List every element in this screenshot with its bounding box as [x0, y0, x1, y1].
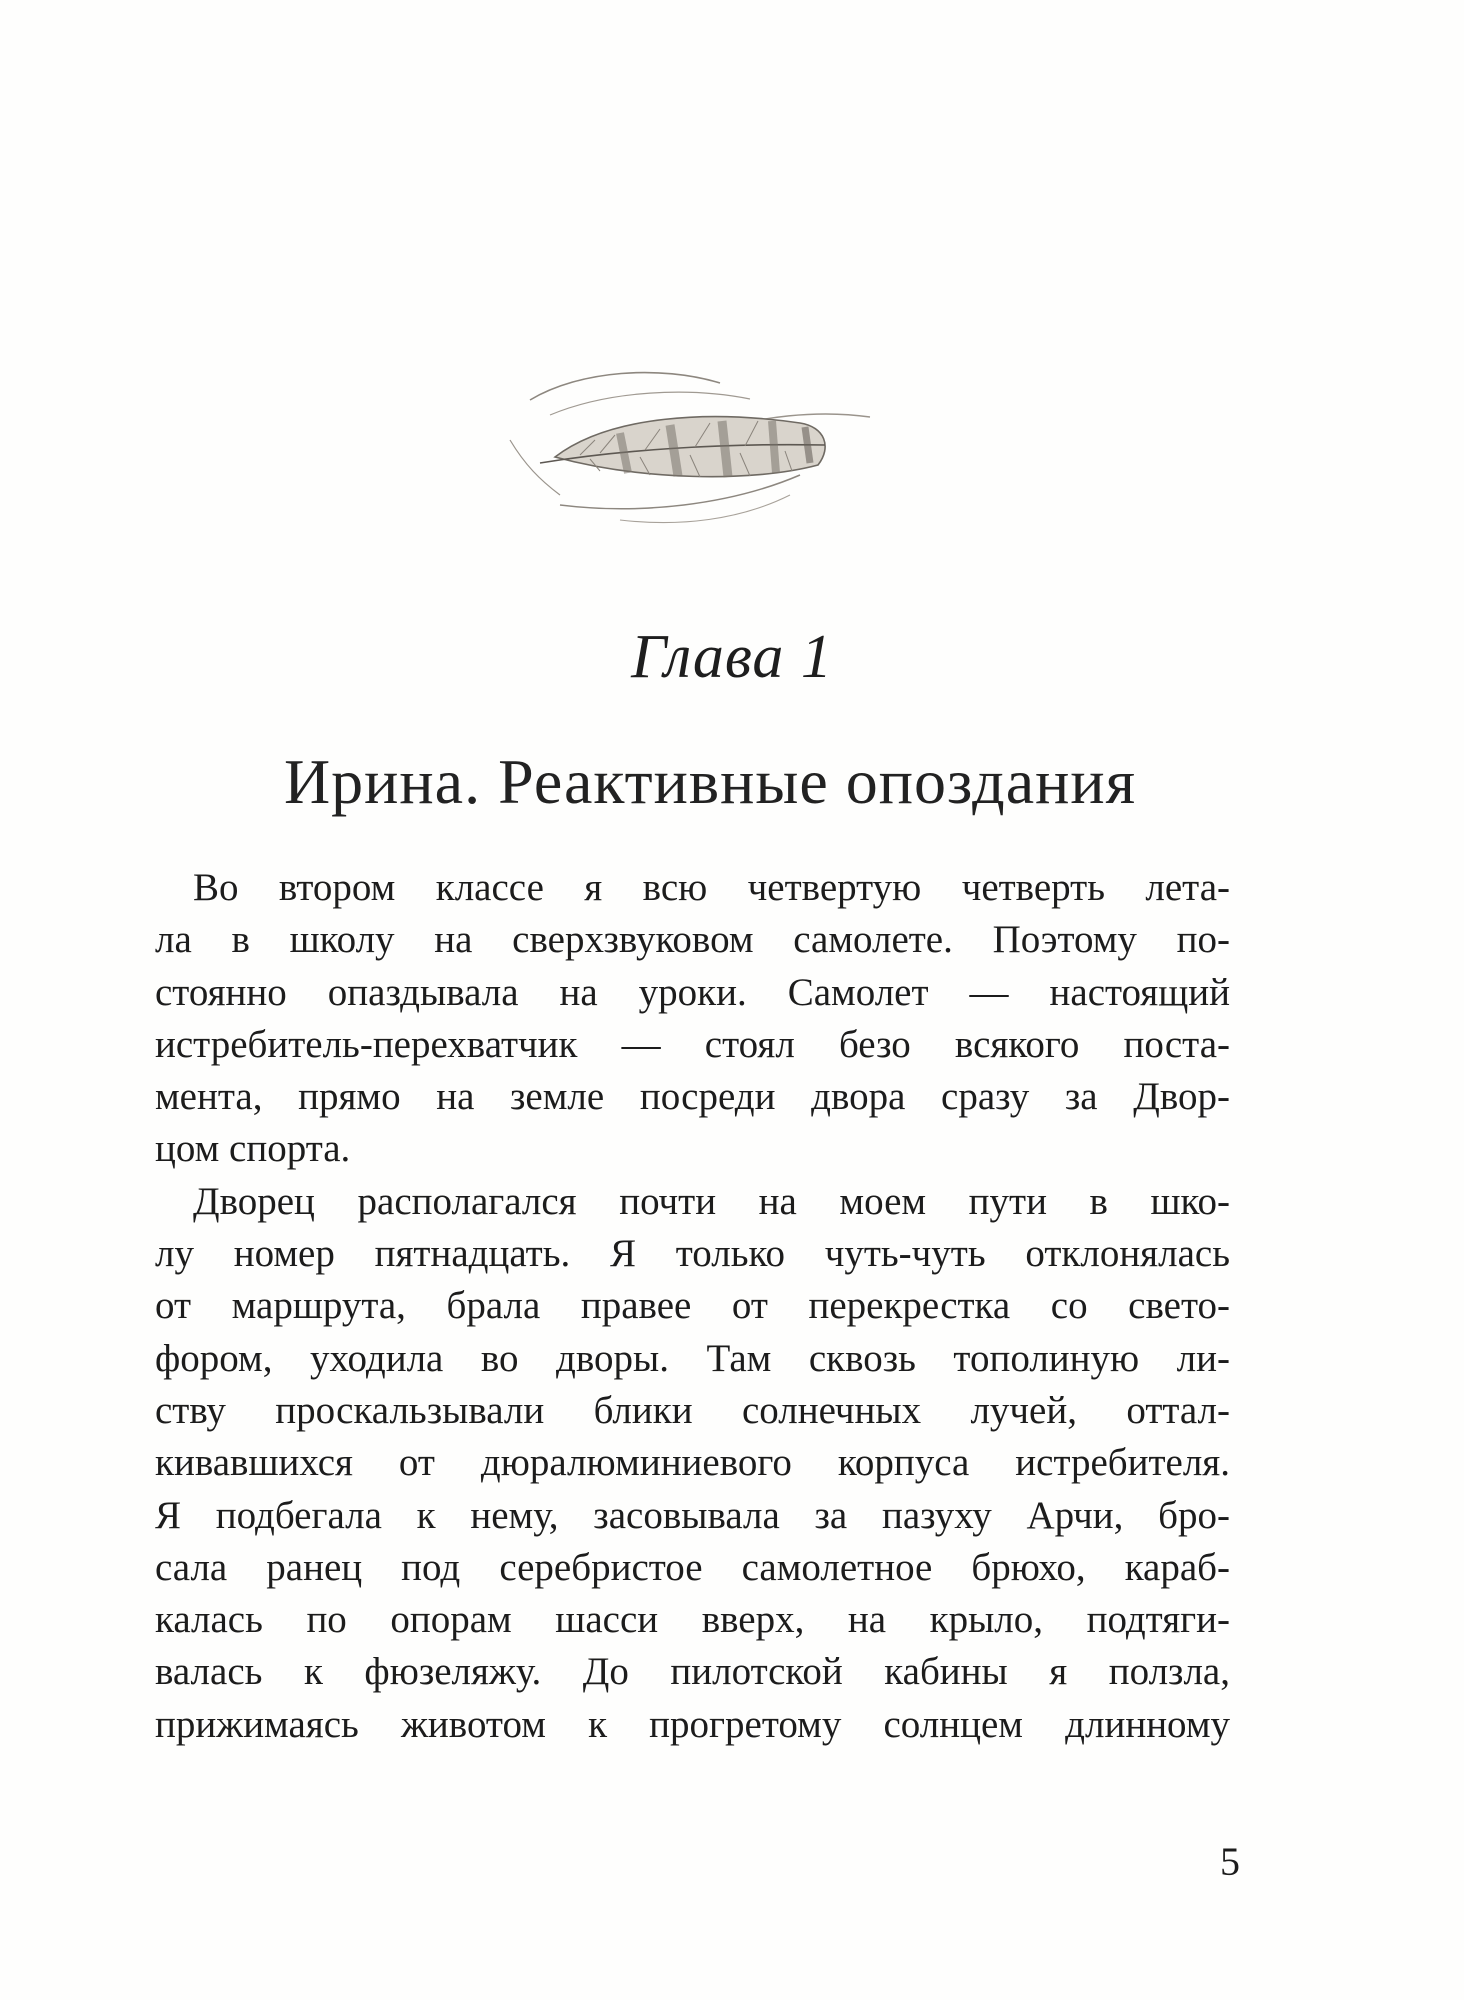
- text-line: сала ранец под серебристое самолетное брюхо, караб-: [155, 1545, 1230, 1589]
- text-line: ству проскальзывали блики солнечных лучей, оттал-: [155, 1388, 1230, 1432]
- text-line: прижимаясь животом к прогретому солнцем длинному: [155, 1702, 1230, 1746]
- chapter-body: [155, 862, 1230, 1751]
- text-line: истребитель-перехватчик — стоял безо всякого поста-: [155, 1022, 1230, 1066]
- chapter-number: Глава 1: [631, 623, 833, 691]
- text-line: кивавшихся от дюралюминиевого корпуса истребителя.: [155, 1441, 1230, 1485]
- text-line: от маршрута, брала правее от перекрестка со свето-: [155, 1284, 1230, 1328]
- text-line: лу номер пятнадцать. Я только чуть-чуть отклонялась: [155, 1232, 1230, 1276]
- text-line: стоянно опаздывала на уроки. Самолет — настоящий: [155, 970, 1230, 1014]
- page-number: 5: [1220, 1839, 1240, 1884]
- text-line: валась к фюзеляжу. До пилотской кабины я ползла,: [155, 1650, 1230, 1694]
- text-line: ла в школу на сверхзвуковом самолете. Поэтому по-: [155, 918, 1230, 962]
- text-line: Во втором классе я всю четвертую четверть лета-: [193, 866, 1230, 909]
- text-line: фором, уходила во дворы. Там сквозь тополиную ли-: [155, 1336, 1230, 1380]
- paragraph: [155, 1176, 1230, 1751]
- text-line: Дворец располагался почти на моем пути в шко-: [193, 1179, 1230, 1223]
- text-line: мента, прямо на земле посреди двора сразу за Двор-: [155, 1075, 1230, 1119]
- feather-icon: [500, 355, 880, 535]
- text-line: цом спорта.: [155, 1127, 351, 1171]
- chapter-title: Ирина. Реактивные опоздания: [283, 746, 1137, 817]
- text-line: Я подбегала к нему, засовывала за пазуху Арчи, бро-: [155, 1493, 1230, 1537]
- text-line: калась по опорам шасси вверх, на крыло, подтяги-: [155, 1598, 1230, 1642]
- paragraph: [155, 862, 1230, 1176]
